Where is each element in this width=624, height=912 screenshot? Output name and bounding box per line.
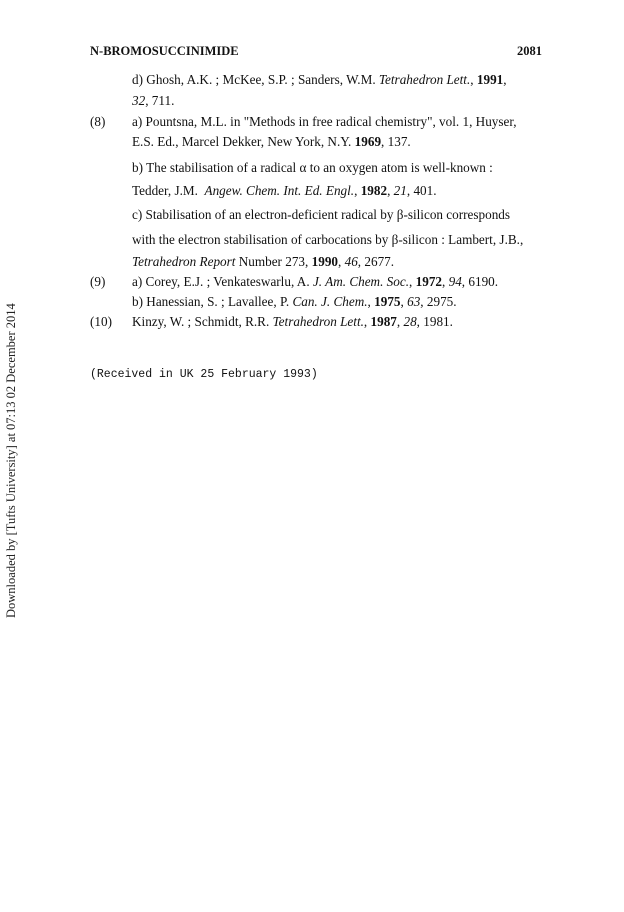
reference-7d-line-2: 32, 711. [132,93,175,108]
reference-8b-line-1: b) The stabilisation of a radical α to an oxygen atom is well-known : [132,160,493,175]
reference-9b-line: b) Hanessian, S. ; Lavallee, P. Can. J. Chem., 1975, 63, 2975. [132,294,457,309]
reference-8a-line-2: E.S. Ed., Marcel Dekker, New York, N.Y. 1969, 137. [132,134,411,149]
running-header [90,44,542,59]
reference-8c-line-2: with the electron stabilisation of carbocations by β-silicon : Lambert, J.B., [132,232,524,247]
download-watermark: Downloaded by [Tufts University] at 07:13 02 December 2014 [4,303,18,618]
received-date: (Received in UK 25 February 1993) [90,368,318,381]
paper-page: N-BROMOSUCCINIMIDE 2081 d) Ghosh, A.K. ; McKee, S.P. ; Sanders, W.M. Tetrahedron Lett., 1991, 32, 711. (8) a) Pountsna, M.L. in "Methods in free radical chemistry", vol. 1, Huyser, E.S. Ed., Marcel Dekker, New York, N.Y. 1969, 137. b) The stabilisation of a radical α to an oxygen atom is well-known : Tedder, J.M. Angew. Chem. Int. Ed. Engl., 1982, 21, 401. c) Stabilisation of an electron-deficient radical by β-silicon corresponds with the electron stabilisation of carbocations by β-silicon : Lambert, J.B., Tetrahedron Report Number 273, 1990, 46, 2677. (9) a) Corey, E.J. ; Venkateswarlu, A. J. Am. Chem. Soc., 1972, 94, 6190. b) Hanessian, S. ; Lavallee, P. Can. J. Chem., 1975, 63, 2975. (10) Kinzy, W. ; Schmidt, R.R. Tetrahedron Lett., 1987, 28, 1981. (Received in UK 25 February 1993) Downloaded by [Tufts University] at 07:13 02 December 2014 [4,44,542,618]
running-title: N-BROMOSUCCINIMIDE [90,44,239,58]
reference-8b-line-2: Tedder, J.M. Angew. Chem. Int. Ed. Engl., 1982, 21, 401. [132,183,437,198]
reference-number-9: (9) [90,274,106,289]
reference-8c-line-3: Tetrahedron Report Number 273, 1990, 46, 2677. [132,254,395,269]
reference-number-10: (10) [90,314,112,329]
reference-7d-line-1: d) Ghosh, A.K. ; McKee, S.P. ; Sanders, W.M. Tetrahedron Lett., 1991, [132,72,507,87]
page-number: 2081 [517,44,542,58]
reference-8c-line-1: c) Stabilisation of an electron-deficient radical by β-silicon corresponds [132,207,511,222]
reference-number-8: (8) [90,114,106,129]
